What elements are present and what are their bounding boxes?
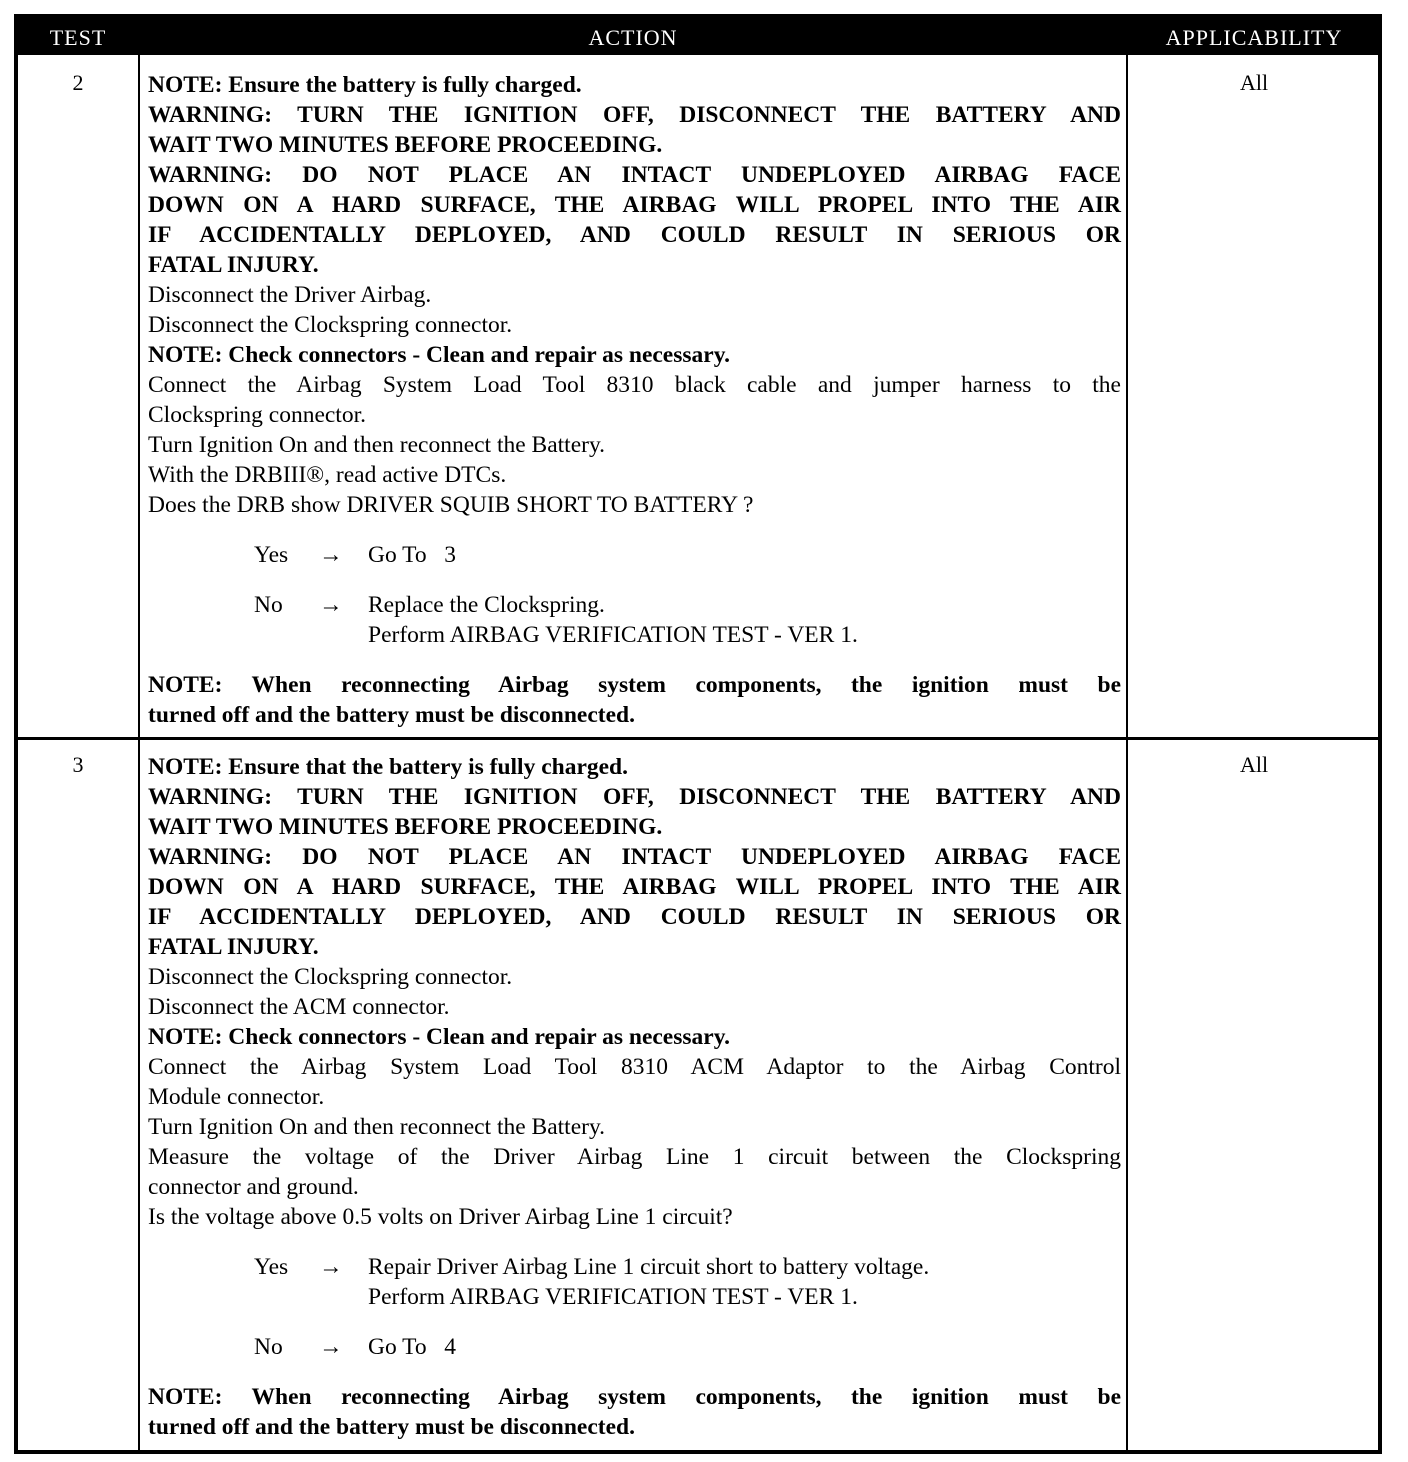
column-divider-action	[1126, 55, 1128, 1450]
warning-line: FATAL INJURY.	[148, 934, 319, 960]
note-line: NOTE: Check connectors - Clean and repair as necessary.	[148, 1024, 731, 1050]
yes-result: Repair Driver Airbag Line 1 circuit short to battery voltage.	[368, 1254, 930, 1280]
warning-line: FATAL INJURY.	[148, 252, 319, 278]
step-line: Disconnect the Driver Airbag.	[148, 282, 432, 308]
column-divider-test	[138, 55, 140, 1450]
step-line: Disconnect the Clockspring connector.	[148, 312, 513, 338]
warning-line: WAIT TWO MINUTES BEFORE PROCEEDING.	[148, 132, 663, 158]
applicability-value: All	[1239, 752, 1269, 777]
no-result-detail: Perform AIRBAG VERIFICATION TEST - VER 1.	[368, 622, 858, 648]
final-note: NOTE: When reconnecting Airbag system components, the ignition must be	[148, 672, 1121, 698]
row-divider	[18, 737, 1378, 740]
step-line: Connect the Airbag System Load Tool 8310 ACM Adaptor to the Airbag Control	[148, 1054, 1121, 1080]
no-result: Go To 4	[368, 1334, 457, 1360]
warning-line: IF ACCIDENTALLY DEPLOYED, AND COULD RESULT IN SERIOUS OR	[148, 904, 1121, 930]
warning-line: WARNING: DO NOT PLACE AN INTACT UNDEPLOYED AIRBAG FACE	[148, 844, 1121, 870]
step-line: Connect the Airbag System Load Tool 8310 black cable and jumper harness to the	[148, 372, 1121, 398]
step-line: Module connector.	[148, 1084, 325, 1110]
warning-line: WAIT TWO MINUTES BEFORE PROCEEDING.	[148, 814, 663, 840]
arrow-icon: →	[319, 1334, 343, 1360]
warning-line: DOWN ON A HARD SURFACE, THE AIRBAG WILL PROPEL INTO THE AIR	[148, 874, 1121, 900]
yes-branch	[148, 540, 1121, 570]
yes-label: Yes	[254, 1254, 289, 1280]
arrow-icon: →	[319, 542, 343, 568]
yes-branch	[148, 1252, 1121, 1312]
final-note: turned off and the battery must be disconnected.	[148, 702, 635, 728]
question-line: Does the DRB show DRIVER SQUIB SHORT TO BATTERY ?	[148, 492, 754, 518]
no-branch	[148, 1332, 1121, 1362]
step-line: Measure the voltage of the Driver Airbag Line 1 circuit between the Clockspring	[148, 1144, 1121, 1170]
warning-line: WARNING: DO NOT PLACE AN INTACT UNDEPLOYED AIRBAG FACE	[148, 162, 1121, 188]
no-result: Replace the Clockspring.	[368, 592, 605, 618]
yes-result: Go To 3	[368, 542, 457, 568]
warning-line: WARNING: TURN THE IGNITION OFF, DISCONNECT THE BATTERY AND	[148, 784, 1121, 810]
diagnostic-test-table	[14, 14, 1382, 1454]
yes-label: Yes	[254, 542, 289, 568]
step-line: Clockspring connector.	[148, 402, 366, 428]
step-line: Turn Ignition On and then reconnect the Battery.	[148, 432, 606, 458]
step-line: With the DRBIII®, read active DTCs.	[148, 462, 507, 488]
no-branch	[148, 590, 1121, 650]
test-number: 3	[72, 752, 84, 777]
final-note: turned off and the battery must be disconnected.	[148, 1414, 635, 1440]
yes-result-detail: Perform AIRBAG VERIFICATION TEST - VER 1.	[368, 1284, 858, 1310]
warning-line: WARNING: TURN THE IGNITION OFF, DISCONNECT THE BATTERY AND	[148, 102, 1121, 128]
step-line: Disconnect the ACM connector.	[148, 994, 450, 1020]
applicability-value: All	[1239, 70, 1269, 95]
action-cell	[148, 752, 1121, 1442]
warning-line: IF ACCIDENTALLY DEPLOYED, AND COULD RESULT IN SERIOUS OR	[148, 222, 1121, 248]
header-test: TEST	[49, 25, 107, 50]
table-header	[18, 18, 1378, 55]
arrow-icon: →	[319, 1254, 343, 1280]
final-note: NOTE: When reconnecting Airbag system components, the ignition must be	[148, 1384, 1121, 1410]
warning-line: DOWN ON A HARD SURFACE, THE AIRBAG WILL PROPEL INTO THE AIR	[148, 192, 1121, 218]
question-line: Is the voltage above 0.5 volts on Driver Airbag Line 1 circuit?	[148, 1204, 733, 1230]
no-label: No	[254, 592, 283, 618]
note-line: NOTE: Ensure the battery is fully charged.	[148, 72, 582, 98]
step-line: Turn Ignition On and then reconnect the Battery.	[148, 1114, 606, 1140]
arrow-icon: →	[319, 592, 343, 618]
header-applicability: APPLICABILITY	[1165, 25, 1343, 50]
note-line: NOTE: Ensure that the battery is fully charged.	[148, 754, 629, 780]
step-line: Disconnect the Clockspring connector.	[148, 964, 513, 990]
action-cell	[148, 70, 1121, 730]
test-number: 2	[72, 70, 84, 95]
note-line: NOTE: Check connectors - Clean and repair as necessary.	[148, 342, 731, 368]
header-action: ACTION	[588, 25, 678, 50]
step-line: connector and ground.	[148, 1174, 359, 1200]
no-label: No	[254, 1334, 283, 1360]
